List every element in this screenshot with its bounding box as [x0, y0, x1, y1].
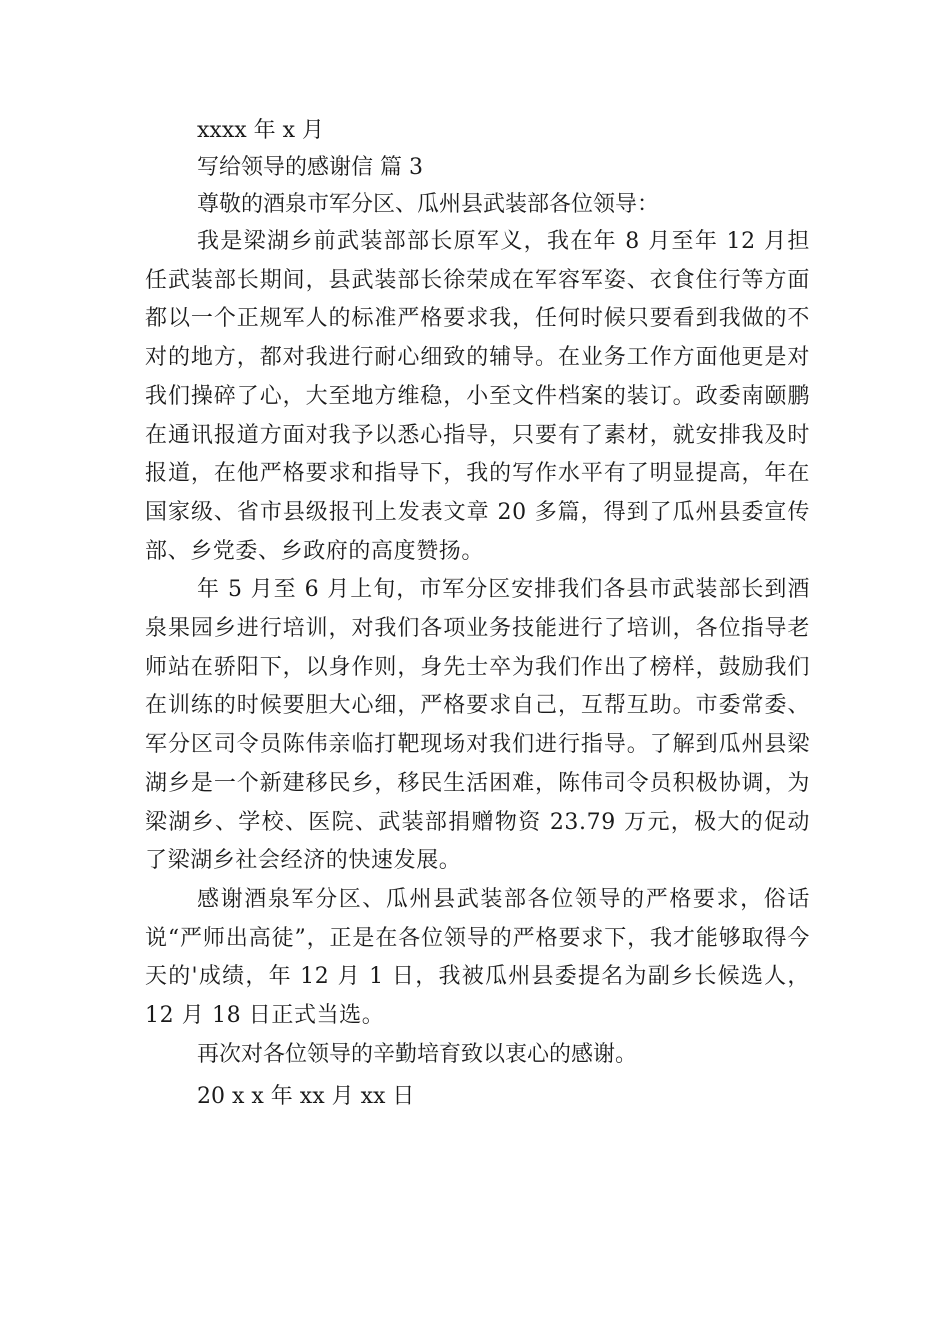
paragraph-4: 再次对各位领导的辛勤培育致以衷心的感谢。: [197, 1041, 638, 1067]
salutation: 尊敬的酒泉市军分区、瓜州县武装部各位领导：: [197, 192, 660, 217]
letter-body: [145, 112, 810, 1115]
paragraph-3: 感谢酒泉军分区、瓜州县武装部各位领导的严格要求，俗话说“严师出高徒”，正是在各位领导的严格要求下，我才能够取得今天的'成绩，年 12 月 1 日，我被瓜州县委提名为副乡长候选人，12 月 18 日正式当选。: [145, 886, 810, 1029]
paragraph-2: 年 5 月至 6 月上旬，市军分区安排我们各县市武装部长到酒泉果园乡进行培训，对我们各项业务技能进行了培训，各位指导老师站在骄阳下，以身作则，身先士卒为我们作出了榜样，鼓励我们在训练的时候要胆大心细，严格要求自己，互帮互助。市委常委、军分区司令员陈伟亲临打靶现场对我们进行指导。了解到瓜州县梁湖乡是一个新建移民乡，移民生活困难，陈伟司令员积极协调，为梁湖乡、学校、医院、武装部捐赠物资 23.79 万元，极大的促动了梁湖乡社会经济的快速发展。: [145, 577, 810, 874]
section-title: 写给领导的感谢信 篇 3: [197, 155, 423, 180]
date-line: xxxx 年 x 月: [197, 118, 325, 143]
closing-date: 20 x x 年 xx 月 xx 日: [197, 1084, 415, 1110]
paragraph-1: 我是梁湖乡前武装部部长原军义，我在年 8 月至年 12 月担任武装部长期间，县武装部长徐荣成在军容军姿、衣食住行等方面都以一个正规军人的标准严格要求我，任何时候只要看到我做的不对的地方，都对我进行耐心细致的辅导。在业务工作方面他更是对我们操碎了心，大至地方维稳，小至文件档案的装订。政委南颐鹏在通讯报道方面对我予以悉心指导，只要有了素材，就安排我及时报道，在他严格要求和指导下，我的写作水平有了明显提高，年在国家级、省市县级报刊上发表文章 20 多篇，得到了瓜州县委宣传部、乡党委、乡政府的高度赞扬。: [145, 229, 810, 564]
